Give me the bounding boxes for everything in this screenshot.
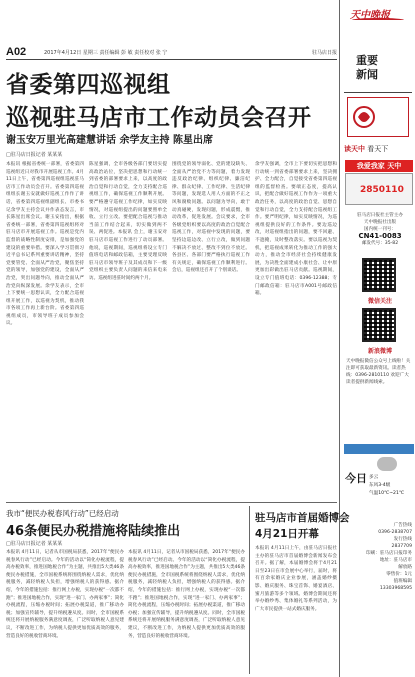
emblem-icon [350,105,378,129]
article2-column-1: 本报讯 4月11日，记者从市国税局获悉，2017年“便民办税春风行动”已经启动。今年的活动以“简化办税流程，提高办税效率，推进国地税合作”为主题，共推出5大类46条便民办税措施，全市国税系统将围绕纳税人需求，优化纳税服务，减轻纳税人负担，增强纳税人的获得感。据介绍，今年的措施包括：推行网上办税，实现办税“一次都不跑”；推进国地税合作，实现“进一家门、办两家事”；简化办税流程，压缩办税时间；拓展办税渠道，推广移动办税；加强宣传辅导，提升纳税遵从度。同时，全市国税系统还将开展纳税服务满意度调查，广泛听取纳税人意见建议，不断改进工作，为纳税人提供更加优质高效的服务，营造良好的税收营商环境。 [6,550,124,639]
cloud-icon [377,457,397,471]
footer-line: 2837709 [391,544,412,549]
logo-swoosh-icon [352,18,404,22]
section-number: A02 [6,46,27,58]
footer-line: 0396-2838707 [378,530,412,535]
article2-headline: 46条便民办税措施将陆续推出 [6,524,181,539]
info-line: 国内统一刊号： [363,227,397,232]
slogan-part-1: 读天中 [344,145,365,153]
article3-headline-line-1: 驻马店市首届婚博会 [255,512,350,524]
main-article-column-1: 本报讯 根据省委统一部署，省委第四巡视组近日对我市开展巡视工作。4月11日上午，省委第四巡视组巡视驻马店市工作动员会召开。省委第四巡视组组长谢玉安就做好巡视工作作了讲话，省委第四巡视组副组长、市委书记余学友主持会议并作表态发言，市长陈星出席会议。谢玉安指出，根据省委统一部署，省委第四巡视组将对驻马店市开展巡视工作。巡视是党内监督的战略性制度安排，是加强党的建设的重要举措。要深入学习贯彻习近平总书记系列重要讲话精神，坚持党要管党、全面从严治党，聚焦坚持党的领导，加强党的建设，全面从严治党，突出问题导向，推动全面从严治党向纵深发展。余学友表示，全市上下要统一思想认识，全力配合巡视组开展工作，以巡视为契机，推动我市各项工作再上新台阶。省委第四巡视组成员，市领导班子成员参加会议。 [6,162,84,327]
wechat-qr-code [362,258,396,292]
slogan-part-2: 看天下 [367,145,389,153]
footer-line: 广告热线 [393,523,412,528]
weather-wind: 东风3-4级 [369,483,391,488]
footer-line: 地址：驻马店市 [379,558,412,563]
main-subheadline: 谢玉安万里光高建慧讲话 余学友主持 陈星出席 [6,135,213,146]
main-article-column-3: 围绕党的领导弱化、党的建设缺失、全面从严治党不力等问题，着力发现违反政治纪律、组织纪律、廉洁纪律、群众纪律、工作纪律、生活纪律等问题，发现选人用人方面的不正之风和腐败问题。以问题为导向，敢于动真碰硬，发现问题，形成震慑，推动改革，促进发展。会议要求，全市各级党组织要以高度的政治自觉配合巡视工作，对巡视中发现的问题，要坚持边巡边改、立行立改，做到问题不解决不放过、整改不到位不放过。各县区、各部门要严格执行巡视工作有关规定，确保巡视工作顺利进行。会后，巡视组还召开了个别谈话。 [172,162,250,274]
sidebar-rule [344,92,412,93]
main-byline: □驻马店日报记者 某某某 [6,152,63,158]
page-header [6,44,337,60]
ad-phone-number: 2850110 [360,185,404,195]
article3-headline-line-2: 4月21日开幕 [255,528,319,540]
footer-line: 零售价：1元 [386,572,412,577]
article3-body: 本报讯 4月11日上午，由驻马店日报社主办的驻马店市首届婚博会新闻发布会召开。据了解，本届婚博会将于4月21日至23日在市会展中心举行，届时，将有百余家婚庆企业参展，涵盖婚纱摄影、婚庆服务、珠宝首饰、婚宴酒店、蜜月旅游等多个领域。婚博会期间还将举办婚纱秀、集体婚礼等系列活动，为广大市民提供一站式婚庆服务。 [255,546,337,612]
main-headline-line-2: 巡视驻马店市工作动员会召开 [6,105,312,131]
ad-title: 我爱我家 天中 [345,160,413,172]
weibo-qr-label: 新浪微博 [367,348,392,355]
weather-condition: 多云 [369,475,379,480]
info-line: 驻马店日报社主管主办 [357,213,403,218]
section-divider [6,502,337,503]
section-label-line-1: 重要 [356,54,378,67]
ad-box [345,173,413,205]
weather-banner [344,444,414,454]
sidebar-promo-text: 天中晚报微信公众号上线啦！关注即可获取最新资讯。读者热线：0396-2810110 欢迎广大读者提供新闻线索。 [346,359,411,385]
info-line: CN41-0083 [358,232,402,240]
edition-name: 驻马店日报 [311,50,337,56]
sidebar-logo-box [347,97,409,137]
section-label [356,54,378,82]
weather-temperature: 气温10℃~21℃ [369,491,405,496]
issue-date: 2017年4月12日 星期三 责任编辑 彭 敏 责任校对 张 宁 [44,50,168,56]
info-line: 天中晚报社出版 [363,220,397,225]
weather-today-label: 今日 [345,472,367,485]
publication-info [346,212,414,247]
weather-box [345,456,413,514]
newspaper-logo: 天中晚报 [350,10,390,21]
section-label-line-2: 新闻 [356,68,378,81]
footer-line: 发行热线 [393,537,412,542]
article2-kicker: 我市“便民办税春风行动”已经启动 [6,509,119,518]
main-headline-line-1: 省委第四巡视组 [6,72,171,98]
main-article-column-2: 陈星强调，全市各级各部门要切实提高政治站位，坚决把思想和行动统一到省委的部署要求上来，以高度的政治自觉和行动自觉，全力支持配合巡视组工作，确保巡视工作顺利开展。要严格遵守巡视工作纪律，如实反映情况，对巡视组提出的问题要照单全收、立行立改。要把配合巡视与推动当前工作结合起来，切实做到两不误、两促进。本报讯 会上，谢玉安对驻马店市巡视工作进行了动员部署。他说，巡视期间，巡视组将设立专门值班电话和邮政信箱，主要受理反映驻马店市领导班子及其成员和下一级党组织主要负责人问题的来信来电来访。巡视组进驻时间约两个月。 [89,162,167,281]
footer-line: 解放路 [398,565,412,570]
sidebar-contact-info [346,522,412,592]
footer-line: 印刷：驻马店日报印务 [366,551,412,556]
weibo-qr-code [362,308,396,342]
column-divider [249,506,250,674]
wechat-qr-label: 微信关注 [367,298,392,305]
article2-column-2: 本报讯 4月11日，记者从市国税局获悉，2017年“便民办税春风行动”已经启动。今年的活动以“简化办税流程，提高办税效率，推进国地税合作”为主题，共推出5大类46条便民办税措施，全市国税系统将围绕纳税人需求，优化纳税服务，减轻纳税人负担，增强纳税人的获得感。据介绍，今年的措施包括：推行网上办税，实现办税“一次都不跑”；推进国地税合作，实现“进一家门、办两家事”；简化办税流程，压缩办税时间；拓展办税渠道，推广移动办税；加强宣传辅导，提升纳税遵从度。同时，全市国税系统还将开展纳税服务满意度调查，广泛听取纳税人意见建议，不断改进工作，为纳税人提供更加优质高效的服务，营造良好的税收营商环境。 [128,550,245,639]
sidebar-divider [339,0,340,677]
main-article-column-4: 余学友强调，全市上下要切实把思想和行动统一到省委部署要求上来，坚决拥护、全力配合，自觉接受省委第四巡视组的监督检查。要端正态度，提高认识，把配合做好巡视工作作为一项重大政治任务，以高度的政治自觉、思想自觉和行动自觉，全力支持配合巡视组工作。要严明纪律，如实反映情况，为巡视组提供良好的工作条件。要边巡边改，对巡视组指出的问题，要不回避、不遮掩，及时整改落实。要以巡视为契机，把巡视成果转化为推动工作的强大动力，推动全市经济社会持续健康发展，为决胜全面建成小康社会、让中原更加出彩做出驻马店贡献。巡视期间，设立专门值班电话：0396-12388；专门邮政信箱：驻马店市A001号邮政信箱。 [255,162,337,297]
article2-byline: □驻马店日报记者 某某某 [6,541,63,547]
footer-line: 13303968595 [379,586,412,591]
info-line: 邮发代号：35-82 [361,241,399,246]
footer-line: 值班编辑 [393,579,412,584]
sidebar-slogan [344,144,388,154]
